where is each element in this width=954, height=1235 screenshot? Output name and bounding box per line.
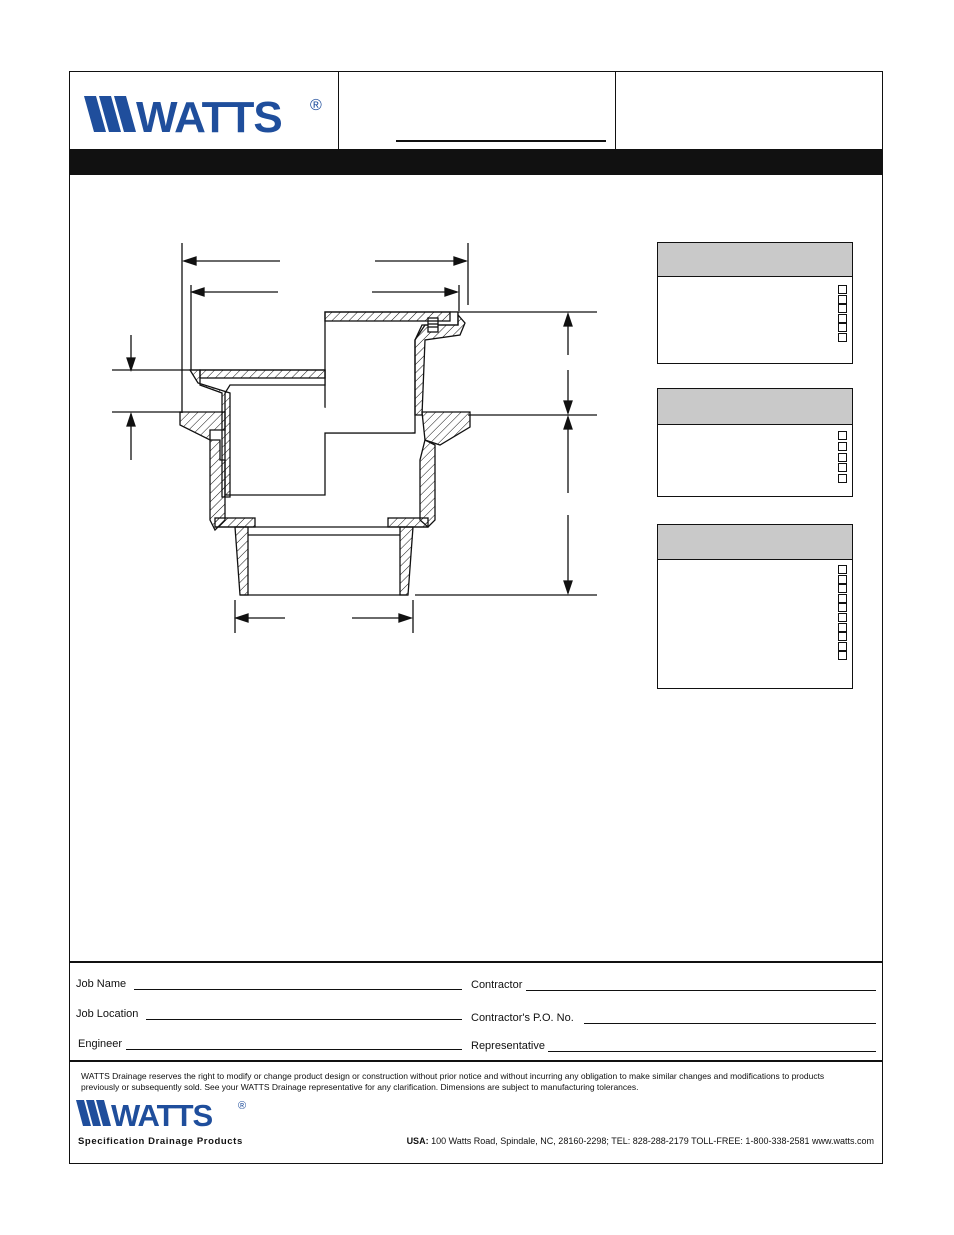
job-location-field[interactable] (146, 1019, 462, 1020)
engineer-label: Engineer (78, 1038, 123, 1050)
tagline: Specification Drainage Products (78, 1136, 243, 1147)
option-checkbox[interactable] (838, 584, 847, 593)
option-checkbox[interactable] (838, 431, 847, 440)
options-box-1 (657, 242, 853, 364)
option-checkbox[interactable] (838, 304, 847, 313)
option-checkbox[interactable] (838, 295, 847, 304)
option-checkbox[interactable] (838, 333, 847, 342)
footer-registered-mark: ® (238, 1100, 247, 1112)
option-checkbox[interactable] (838, 463, 847, 472)
option-checkbox[interactable] (838, 474, 847, 483)
footer-divider (70, 1060, 882, 1062)
title-bar (70, 149, 882, 175)
option-checkbox[interactable] (838, 575, 847, 584)
options-box-2-header (658, 389, 852, 425)
header-row (70, 72, 882, 150)
watts-logo-text: WATTS (136, 93, 282, 136)
contractor-po-field[interactable] (584, 1023, 876, 1024)
address-country: USA: (406, 1136, 429, 1146)
contractor-field[interactable] (526, 990, 876, 991)
options-box-3-header (658, 525, 852, 560)
option-checkbox[interactable] (838, 642, 847, 651)
options-box-2 (657, 388, 853, 497)
job-location-label: Job Location (76, 1008, 139, 1020)
watts-logo (84, 92, 329, 136)
disclaimer-text: WATTS Drainage reserves the right to modify or change product design or construction without prior notice and without incurring any obligation to make similar changes and modifications to products previously or subsequently sold. See your WATTS Drainage representative for any clarification. Dimensions are subject to manufacturing tolerances. (81, 1071, 825, 1092)
title-underline (396, 140, 606, 142)
contractor-po-label: Contractor's P.O. No. (471, 1012, 574, 1024)
options-box-3 (657, 524, 853, 689)
job-name-label: Job Name (76, 978, 127, 990)
options-box-1-header (658, 243, 852, 277)
registered-mark: ® (310, 97, 322, 114)
footer-logo-text: WATTS (111, 1098, 213, 1128)
footer-watts-logo (76, 1098, 251, 1128)
contractor-label: Contractor (471, 979, 523, 991)
option-checkbox[interactable] (838, 594, 847, 603)
option-checkbox[interactable] (838, 323, 847, 332)
option-checkbox[interactable] (838, 453, 847, 462)
option-checkbox[interactable] (838, 651, 847, 660)
option-checkbox[interactable] (838, 442, 847, 451)
logo-cell (70, 72, 339, 149)
option-checkbox[interactable] (838, 632, 847, 641)
address-text: 100 Watts Road, Spindale, NC, 28160-2298; TEL: 828-288-2179 TOLL-FREE: 1-800-338-2581 www.watts.com (431, 1136, 874, 1146)
option-checkbox[interactable] (838, 603, 847, 612)
representative-field[interactable] (548, 1051, 876, 1052)
engineer-field[interactable] (126, 1049, 462, 1050)
option-checkbox[interactable] (838, 314, 847, 323)
option-checkbox[interactable] (838, 565, 847, 574)
option-checkbox[interactable] (838, 623, 847, 632)
job-info-cell (616, 72, 884, 149)
form-top-divider (70, 961, 882, 963)
spec-sheet (69, 71, 883, 1164)
address-line (407, 1136, 874, 1146)
option-checkbox[interactable] (838, 613, 847, 622)
representative-label: Representative (471, 1040, 545, 1052)
option-checkbox[interactable] (838, 285, 847, 294)
job-name-field[interactable] (134, 989, 462, 990)
product-title-cell (339, 72, 616, 149)
